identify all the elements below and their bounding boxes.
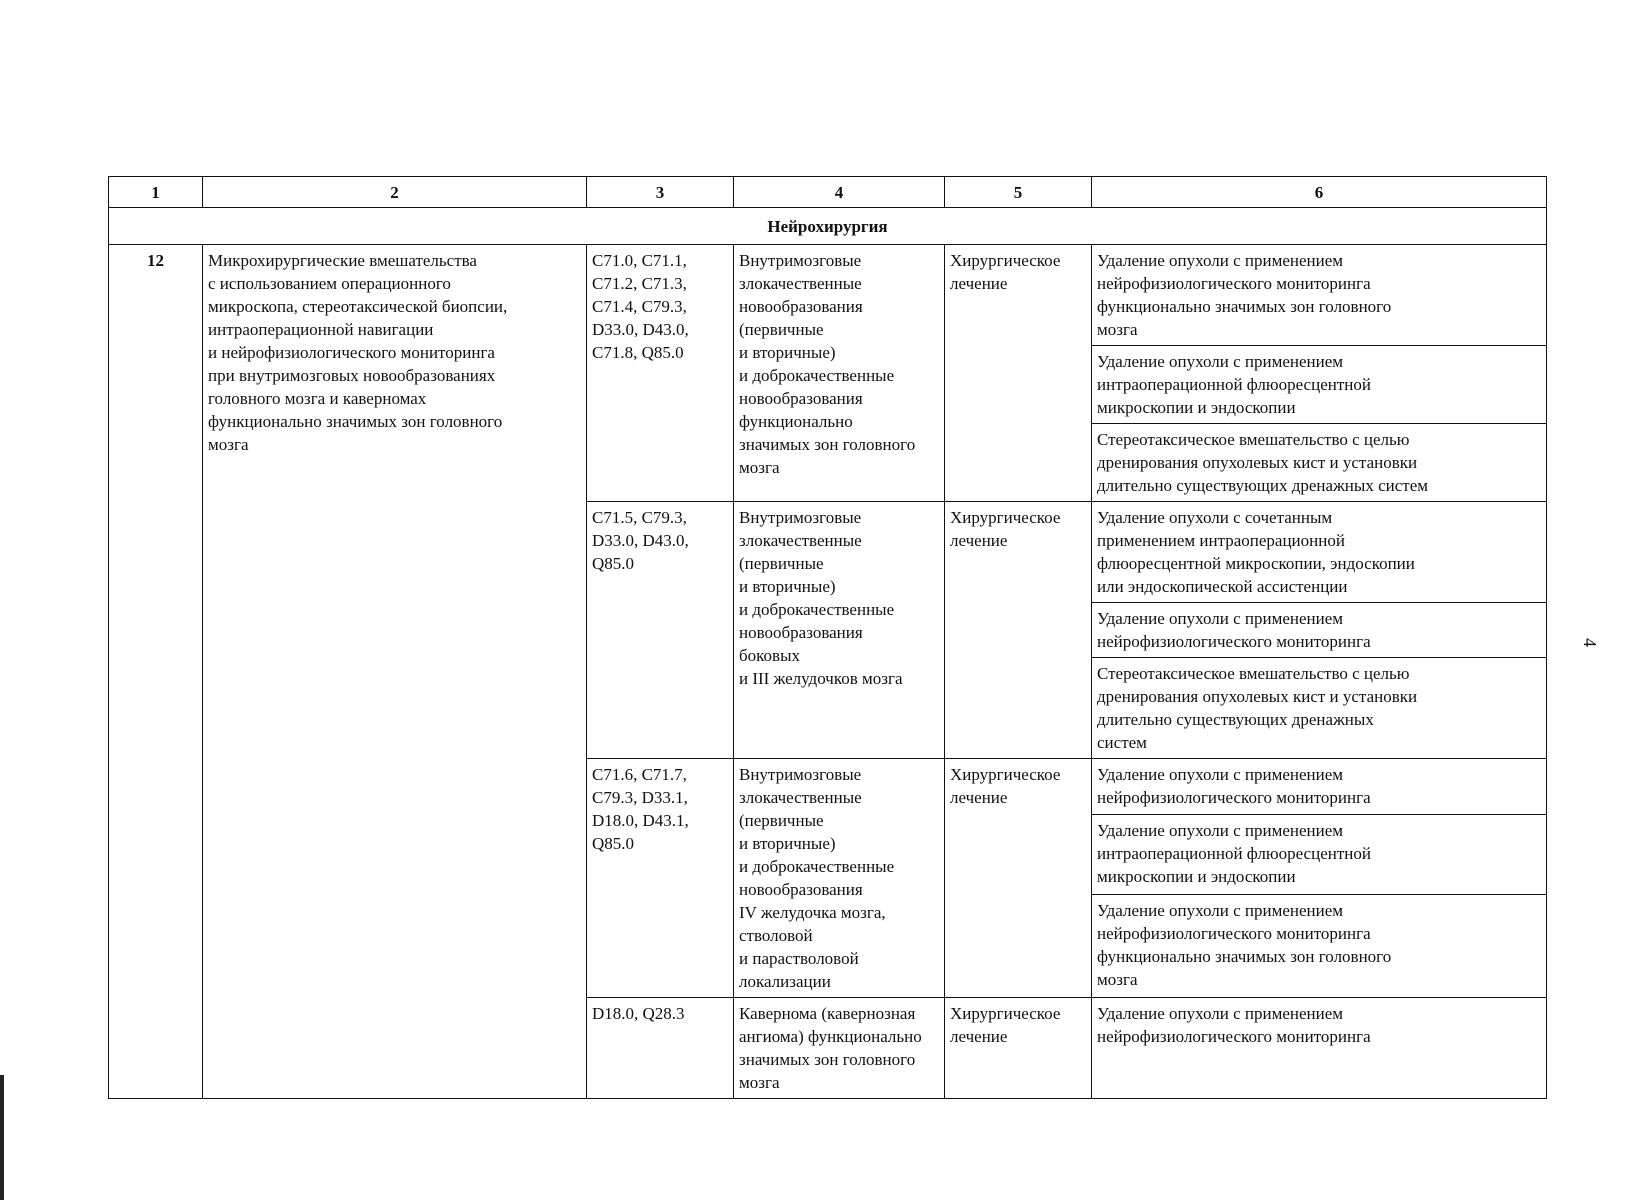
- group-1-method-1: Удаление опухоли с применением нейрофизиологического мониторинга функционально значимых зон головного мозга: [1092, 245, 1547, 346]
- scan-edge-mark: [0, 1075, 4, 1200]
- column-header-2: 2: [203, 177, 587, 208]
- group-1-method-3: Стереотаксическое вмешательство с целью дренирования опухолевых кист и установки длительно существующих дренажных систем: [1092, 424, 1547, 502]
- group-2-treatment: Хирургическое лечение: [945, 502, 1092, 759]
- group-4-codes: D18.0, Q28.3: [587, 998, 734, 1099]
- section-title: Нейрохирургия: [109, 208, 1547, 245]
- group-3-method-1: Удаление опухоли с применением нейрофизиологического мониторинга: [1092, 759, 1547, 815]
- section-row: [109, 208, 1547, 245]
- group-3-treatment: Хирургическое лечение: [945, 759, 1092, 998]
- entry-description: Микрохирургические вмешательства с использованием операционного микроскопа, стереотаксической биопсии, интраоперационной навигации и нейрофизиологического мониторинга при внутримозговых новообразованиях головного мозга и каверномах функционально значимых зон головного мозга: [203, 245, 587, 1099]
- page-number: 4: [1580, 638, 1600, 647]
- group-3-method-2: Удаление опухоли с применением интраоперационной флюоресцентной микроскопии и эндоскопии: [1092, 815, 1547, 895]
- column-header-1: 1: [109, 177, 203, 208]
- group-2-method-3: Стереотаксическое вмешательство с целью дренирования опухолевых кист и установки длительно существующих дренажных систем: [1092, 658, 1547, 759]
- column-header-row: [109, 177, 1547, 208]
- column-header-4: 4: [734, 177, 945, 208]
- group-1-codes: C71.0, C71.1, C71.2, C71.3, C71.4, C79.3, D33.0, D43.0, C71.8, Q85.0: [587, 245, 734, 502]
- column-header-3: 3: [587, 177, 734, 208]
- group-3-method-3: Удаление опухоли с применением нейрофизиологического мониторинга функционально значимых зон головного мозга: [1092, 894, 1547, 997]
- group-3-model: Внутримозговые злокачественные (первичные и вторичные) и доброкачественные новообразования IV желудочка мозга, стволовой и парастволовой локализации: [734, 759, 945, 998]
- table-row: [109, 245, 1547, 346]
- group-4-treatment: Хирургическое лечение: [945, 998, 1092, 1099]
- group-3-codes: C71.6, C71.7, C79.3, D33.1, D18.0, D43.1, Q85.0: [587, 759, 734, 998]
- group-1-method-2: Удаление опухоли с применением интраоперационной флюоресцентной микроскопии и эндоскопии: [1092, 346, 1547, 424]
- group-2-model: Внутримозговые злокачественные (первичные и вторичные) и доброкачественные новообразования боковых и III желудочков мозга: [734, 502, 945, 759]
- procedures-table: [108, 176, 1547, 1099]
- group-1-treatment: Хирургическое лечение: [945, 245, 1092, 502]
- group-1-model: Внутримозговые злокачественные новообразования (первичные и вторичные) и доброкачественные новообразования функционально значимых зон головного мозга: [734, 245, 945, 502]
- column-header-5: 5: [945, 177, 1092, 208]
- group-2-codes: C71.5, C79.3, D33.0, D43.0, Q85.0: [587, 502, 734, 759]
- group-4-method-1: Удаление опухоли с применением нейрофизиологического мониторинга: [1092, 998, 1547, 1099]
- group-2-method-1: Удаление опухоли с сочетанным применением интраоперационной флюоресцентной микроскопии, эндоскопии или эндоскопической ассистенции: [1092, 502, 1547, 603]
- group-4-model: Кавернома (кавернозная ангиома) функционально значимых зон головного мозга: [734, 998, 945, 1099]
- column-header-6: 6: [1092, 177, 1547, 208]
- entry-number: 12: [109, 245, 203, 1099]
- group-2-method-2: Удаление опухоли с применением нейрофизиологического мониторинга: [1092, 603, 1547, 658]
